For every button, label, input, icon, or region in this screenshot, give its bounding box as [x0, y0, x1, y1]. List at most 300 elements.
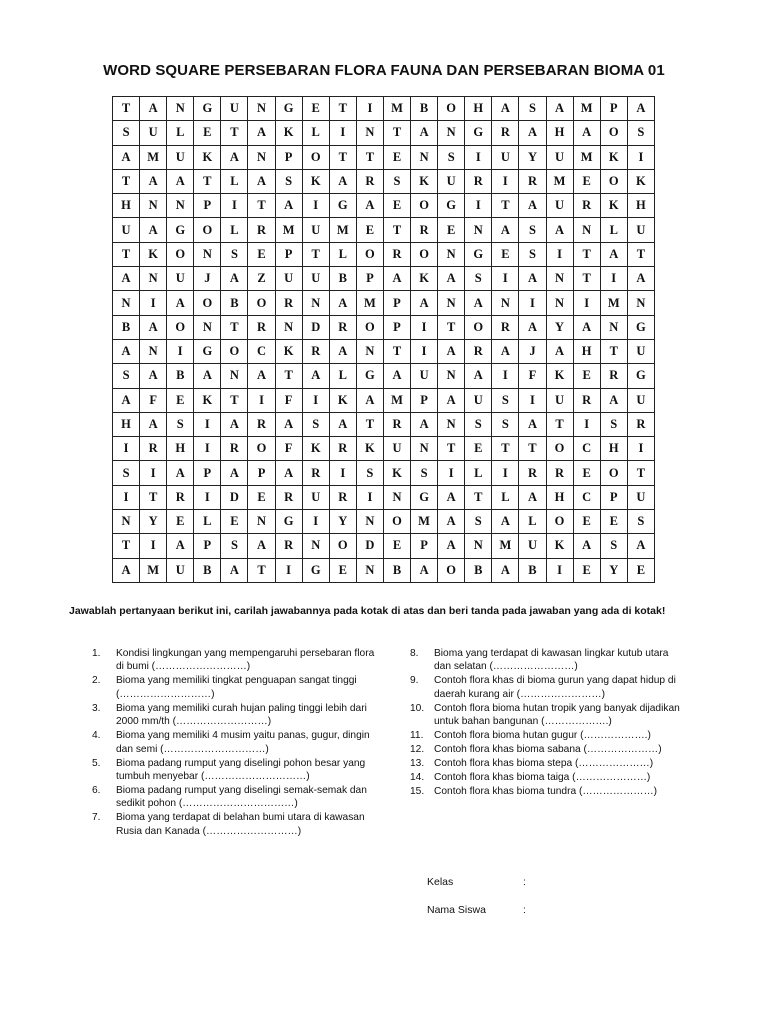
grid-cell[interactable]: K [383, 461, 410, 485]
grid-cell[interactable]: A [600, 388, 627, 412]
grid-cell[interactable]: G [411, 485, 438, 509]
grid-cell[interactable]: R [492, 121, 519, 145]
grid-cell[interactable]: Y [600, 558, 627, 582]
grid-cell[interactable]: A [302, 364, 329, 388]
grid-cell[interactable]: A [329, 412, 356, 436]
grid-cell[interactable]: I [573, 291, 600, 315]
grid-cell[interactable]: A [492, 218, 519, 242]
grid-cell[interactable]: I [194, 437, 221, 461]
grid-cell[interactable]: U [465, 388, 492, 412]
grid-cell[interactable]: I [248, 388, 275, 412]
grid-cell[interactable]: R [275, 534, 302, 558]
grid-cell[interactable]: O [600, 461, 627, 485]
grid-cell[interactable]: U [167, 558, 194, 582]
grid-cell[interactable]: G [194, 339, 221, 363]
grid-cell[interactable]: N [438, 291, 465, 315]
grid-cell[interactable]: A [167, 291, 194, 315]
grid-cell[interactable]: M [356, 291, 383, 315]
grid-cell[interactable]: U [221, 97, 248, 121]
grid-cell[interactable]: U [167, 267, 194, 291]
grid-cell[interactable]: U [546, 194, 573, 218]
grid-cell[interactable]: A [519, 412, 546, 436]
grid-cell[interactable]: T [302, 242, 329, 266]
grid-cell[interactable]: R [465, 169, 492, 193]
grid-cell[interactable]: T [546, 412, 573, 436]
grid-cell[interactable]: G [275, 510, 302, 534]
grid-cell[interactable]: E [438, 218, 465, 242]
grid-cell[interactable]: N [275, 315, 302, 339]
grid-cell[interactable]: E [221, 510, 248, 534]
grid-cell[interactable]: T [492, 194, 519, 218]
grid-cell[interactable]: A [546, 218, 573, 242]
grid-cell[interactable]: S [519, 97, 546, 121]
grid-cell[interactable]: A [519, 194, 546, 218]
grid-cell[interactable]: O [167, 315, 194, 339]
grid-cell[interactable]: E [329, 558, 356, 582]
grid-cell[interactable]: E [383, 534, 410, 558]
grid-cell[interactable]: Y [546, 315, 573, 339]
grid-cell[interactable]: A [438, 485, 465, 509]
grid-cell[interactable]: R [167, 485, 194, 509]
grid-cell[interactable]: N [194, 315, 221, 339]
grid-cell[interactable]: L [492, 485, 519, 509]
grid-cell[interactable]: S [519, 218, 546, 242]
grid-cell[interactable]: B [167, 364, 194, 388]
grid-cell[interactable]: L [465, 461, 492, 485]
grid-cell[interactable]: T [627, 242, 654, 266]
grid-cell[interactable]: T [519, 437, 546, 461]
grid-cell[interactable]: R [627, 412, 654, 436]
grid-cell[interactable]: A [221, 267, 248, 291]
grid-cell[interactable]: N [411, 145, 438, 169]
grid-cell[interactable]: I [627, 437, 654, 461]
grid-cell[interactable]: K [140, 242, 167, 266]
grid-cell[interactable]: A [546, 339, 573, 363]
grid-cell[interactable]: S [627, 510, 654, 534]
grid-cell[interactable]: P [194, 534, 221, 558]
grid-cell[interactable]: N [546, 291, 573, 315]
grid-cell[interactable]: K [194, 145, 221, 169]
grid-cell[interactable]: H [167, 437, 194, 461]
grid-cell[interactable]: N [438, 242, 465, 266]
grid-cell[interactable]: N [573, 218, 600, 242]
grid-cell[interactable]: M [411, 510, 438, 534]
grid-cell[interactable]: T [248, 558, 275, 582]
grid-cell[interactable]: N [383, 485, 410, 509]
grid-cell[interactable]: Z [248, 267, 275, 291]
grid-cell[interactable]: N [356, 510, 383, 534]
grid-cell[interactable]: S [356, 461, 383, 485]
grid-cell[interactable]: T [113, 534, 140, 558]
grid-cell[interactable]: T [113, 169, 140, 193]
grid-cell[interactable]: R [573, 194, 600, 218]
grid-cell[interactable]: N [221, 364, 248, 388]
grid-cell[interactable]: A [329, 291, 356, 315]
grid-cell[interactable]: K [275, 339, 302, 363]
grid-cell[interactable]: A [546, 97, 573, 121]
grid-cell[interactable]: D [221, 485, 248, 509]
grid-cell[interactable]: S [600, 412, 627, 436]
grid-cell[interactable]: A [627, 267, 654, 291]
grid-cell[interactable]: E [627, 558, 654, 582]
grid-cell[interactable]: I [302, 388, 329, 412]
grid-cell[interactable]: I [492, 364, 519, 388]
grid-cell[interactable]: U [383, 437, 410, 461]
grid-cell[interactable]: U [302, 485, 329, 509]
grid-cell[interactable]: R [302, 461, 329, 485]
grid-cell[interactable]: O [600, 169, 627, 193]
grid-cell[interactable]: I [140, 534, 167, 558]
grid-cell[interactable]: U [140, 121, 167, 145]
grid-cell[interactable]: T [492, 437, 519, 461]
grid-cell[interactable]: T [140, 485, 167, 509]
grid-cell[interactable]: O [411, 242, 438, 266]
grid-cell[interactable]: U [546, 388, 573, 412]
grid-cell[interactable]: U [302, 218, 329, 242]
grid-cell[interactable]: T [573, 267, 600, 291]
grid-cell[interactable]: I [492, 267, 519, 291]
grid-cell[interactable]: B [519, 558, 546, 582]
grid-cell[interactable]: H [465, 97, 492, 121]
grid-cell[interactable]: T [383, 218, 410, 242]
grid-cell[interactable]: M [329, 218, 356, 242]
grid-cell[interactable]: D [302, 315, 329, 339]
grid-cell[interactable]: P [248, 461, 275, 485]
grid-cell[interactable]: T [113, 97, 140, 121]
grid-cell[interactable]: A [329, 339, 356, 363]
grid-cell[interactable]: B [411, 97, 438, 121]
grid-cell[interactable]: U [302, 267, 329, 291]
grid-cell[interactable]: I [329, 121, 356, 145]
grid-cell[interactable]: H [546, 485, 573, 509]
grid-cell[interactable]: R [383, 242, 410, 266]
grid-cell[interactable]: R [573, 388, 600, 412]
grid-cell[interactable]: I [546, 242, 573, 266]
grid-cell[interactable]: I [167, 339, 194, 363]
grid-cell[interactable]: F [275, 437, 302, 461]
grid-cell[interactable]: J [519, 339, 546, 363]
grid-cell[interactable]: A [113, 267, 140, 291]
grid-cell[interactable]: K [600, 145, 627, 169]
grid-cell[interactable]: A [140, 218, 167, 242]
grid-cell[interactable]: U [627, 339, 654, 363]
grid-cell[interactable]: U [275, 267, 302, 291]
grid-cell[interactable]: O [383, 510, 410, 534]
grid-cell[interactable]: I [546, 558, 573, 582]
grid-cell[interactable]: E [194, 121, 221, 145]
grid-cell[interactable]: S [627, 121, 654, 145]
grid-cell[interactable]: N [302, 291, 329, 315]
grid-cell[interactable]: S [600, 534, 627, 558]
grid-cell[interactable]: A [194, 364, 221, 388]
grid-cell[interactable]: N [438, 364, 465, 388]
grid-cell[interactable]: M [600, 291, 627, 315]
grid-cell[interactable]: F [140, 388, 167, 412]
grid-cell[interactable]: N [546, 267, 573, 291]
grid-cell[interactable]: I [465, 145, 492, 169]
grid-cell[interactable]: E [573, 510, 600, 534]
grid-cell[interactable]: E [600, 510, 627, 534]
grid-cell[interactable]: I [329, 461, 356, 485]
grid-cell[interactable]: I [302, 194, 329, 218]
grid-cell[interactable]: I [356, 97, 383, 121]
grid-cell[interactable]: A [600, 242, 627, 266]
grid-cell[interactable]: P [356, 267, 383, 291]
grid-cell[interactable]: A [221, 558, 248, 582]
grid-cell[interactable]: O [465, 315, 492, 339]
grid-cell[interactable]: A [275, 412, 302, 436]
grid-cell[interactable]: I [600, 267, 627, 291]
grid-cell[interactable]: C [573, 485, 600, 509]
grid-cell[interactable]: R [275, 291, 302, 315]
grid-cell[interactable]: Y [140, 510, 167, 534]
grid-cell[interactable]: I [140, 461, 167, 485]
grid-cell[interactable]: G [167, 218, 194, 242]
grid-cell[interactable]: N [438, 121, 465, 145]
grid-cell[interactable]: M [573, 97, 600, 121]
grid-cell[interactable]: T [438, 437, 465, 461]
grid-cell[interactable]: N [167, 194, 194, 218]
grid-cell[interactable]: S [519, 242, 546, 266]
grid-cell[interactable]: O [194, 291, 221, 315]
grid-cell[interactable]: A [627, 534, 654, 558]
grid-cell[interactable]: A [329, 169, 356, 193]
grid-cell[interactable]: I [113, 485, 140, 509]
grid-cell[interactable]: P [275, 242, 302, 266]
grid-cell[interactable]: G [356, 364, 383, 388]
grid-cell[interactable]: H [113, 412, 140, 436]
grid-cell[interactable]: K [302, 437, 329, 461]
grid-cell[interactable]: G [302, 558, 329, 582]
grid-cell[interactable]: N [140, 267, 167, 291]
grid-cell[interactable]: L [221, 169, 248, 193]
grid-cell[interactable]: O [411, 194, 438, 218]
grid-cell[interactable]: P [600, 485, 627, 509]
grid-cell[interactable]: L [167, 121, 194, 145]
grid-cell[interactable]: A [465, 364, 492, 388]
grid-cell[interactable]: I [275, 558, 302, 582]
grid-cell[interactable]: L [519, 510, 546, 534]
grid-cell[interactable]: A [140, 315, 167, 339]
grid-cell[interactable]: I [140, 291, 167, 315]
grid-cell[interactable]: K [546, 534, 573, 558]
grid-cell[interactable]: S [411, 461, 438, 485]
grid-cell[interactable]: K [627, 169, 654, 193]
grid-cell[interactable]: E [573, 461, 600, 485]
grid-cell[interactable]: E [248, 485, 275, 509]
grid-cell[interactable]: U [519, 534, 546, 558]
grid-cell[interactable]: M [275, 218, 302, 242]
grid-cell[interactable]: T [383, 339, 410, 363]
grid-cell[interactable]: S [275, 169, 302, 193]
grid-cell[interactable]: R [221, 437, 248, 461]
grid-cell[interactable]: P [600, 97, 627, 121]
grid-cell[interactable]: N [302, 534, 329, 558]
grid-cell[interactable]: K [302, 169, 329, 193]
grid-cell[interactable]: N [248, 97, 275, 121]
grid-cell[interactable]: O [546, 437, 573, 461]
grid-cell[interactable]: A [438, 510, 465, 534]
grid-cell[interactable]: I [465, 194, 492, 218]
grid-cell[interactable]: A [492, 339, 519, 363]
grid-cell[interactable]: A [221, 461, 248, 485]
grid-cell[interactable]: P [411, 388, 438, 412]
grid-cell[interactable]: A [519, 267, 546, 291]
grid-cell[interactable]: A [438, 388, 465, 412]
grid-cell[interactable]: R [492, 315, 519, 339]
grid-cell[interactable]: A [221, 145, 248, 169]
grid-cell[interactable]: A [248, 121, 275, 145]
grid-cell[interactable]: S [113, 121, 140, 145]
grid-cell[interactable]: M [140, 145, 167, 169]
grid-cell[interactable]: G [465, 121, 492, 145]
grid-cell[interactable]: A [492, 97, 519, 121]
grid-cell[interactable]: G [627, 315, 654, 339]
grid-cell[interactable]: I [519, 388, 546, 412]
grid-cell[interactable]: R [356, 169, 383, 193]
grid-cell[interactable]: T [438, 315, 465, 339]
grid-cell[interactable]: M [492, 534, 519, 558]
grid-cell[interactable]: R [329, 485, 356, 509]
grid-cell[interactable]: A [573, 534, 600, 558]
grid-cell[interactable]: T [627, 461, 654, 485]
grid-cell[interactable]: R [519, 461, 546, 485]
grid-cell[interactable]: I [302, 510, 329, 534]
grid-cell[interactable]: R [465, 339, 492, 363]
grid-cell[interactable]: I [113, 437, 140, 461]
grid-cell[interactable]: A [438, 534, 465, 558]
grid-cell[interactable]: B [329, 267, 356, 291]
grid-cell[interactable]: O [194, 218, 221, 242]
grid-cell[interactable]: O [302, 145, 329, 169]
grid-cell[interactable]: T [356, 145, 383, 169]
grid-cell[interactable]: S [465, 412, 492, 436]
grid-cell[interactable]: S [221, 534, 248, 558]
grid-cell[interactable]: E [356, 218, 383, 242]
grid-cell[interactable]: T [113, 242, 140, 266]
grid-cell[interactable]: A [167, 169, 194, 193]
grid-cell[interactable]: G [194, 97, 221, 121]
grid-cell[interactable]: A [356, 388, 383, 412]
grid-cell[interactable]: A [438, 339, 465, 363]
grid-cell[interactable]: F [275, 388, 302, 412]
grid-cell[interactable]: M [140, 558, 167, 582]
grid-cell[interactable]: A [411, 412, 438, 436]
grid-cell[interactable]: R [546, 461, 573, 485]
grid-cell[interactable]: N [248, 145, 275, 169]
grid-cell[interactable]: A [248, 169, 275, 193]
grid-cell[interactable]: J [194, 267, 221, 291]
grid-cell[interactable]: O [248, 437, 275, 461]
grid-cell[interactable]: N [438, 412, 465, 436]
grid-cell[interactable]: I [194, 485, 221, 509]
grid-cell[interactable]: I [519, 291, 546, 315]
grid-cell[interactable]: H [627, 194, 654, 218]
grid-cell[interactable]: O [221, 339, 248, 363]
grid-cell[interactable]: K [600, 194, 627, 218]
grid-cell[interactable]: K [329, 388, 356, 412]
grid-cell[interactable]: U [627, 485, 654, 509]
grid-cell[interactable]: H [546, 121, 573, 145]
grid-cell[interactable]: T [275, 364, 302, 388]
grid-cell[interactable]: T [600, 339, 627, 363]
grid-cell[interactable]: N [465, 534, 492, 558]
grid-cell[interactable]: S [302, 412, 329, 436]
grid-cell[interactable]: S [383, 169, 410, 193]
grid-cell[interactable]: F [519, 364, 546, 388]
grid-cell[interactable]: E [465, 437, 492, 461]
grid-cell[interactable]: H [573, 339, 600, 363]
grid-cell[interactable]: S [113, 364, 140, 388]
grid-cell[interactable]: A [383, 364, 410, 388]
grid-cell[interactable]: N [194, 242, 221, 266]
grid-cell[interactable]: B [194, 558, 221, 582]
grid-cell[interactable]: G [465, 242, 492, 266]
grid-cell[interactable]: S [492, 412, 519, 436]
grid-cell[interactable]: A [167, 461, 194, 485]
grid-cell[interactable]: A [140, 169, 167, 193]
grid-cell[interactable]: T [221, 388, 248, 412]
grid-cell[interactable]: A [519, 121, 546, 145]
grid-cell[interactable]: N [140, 339, 167, 363]
grid-cell[interactable]: N [356, 121, 383, 145]
grid-cell[interactable]: K [411, 169, 438, 193]
grid-cell[interactable]: A [140, 364, 167, 388]
grid-cell[interactable]: A [356, 194, 383, 218]
grid-cell[interactable]: A [519, 315, 546, 339]
grid-cell[interactable]: A [411, 558, 438, 582]
grid-cell[interactable]: P [383, 315, 410, 339]
grid-cell[interactable]: T [356, 412, 383, 436]
grid-cell[interactable]: K [356, 437, 383, 461]
grid-cell[interactable]: A [492, 510, 519, 534]
grid-cell[interactable]: S [492, 388, 519, 412]
grid-cell[interactable]: O [600, 121, 627, 145]
grid-cell[interactable]: A [113, 145, 140, 169]
grid-cell[interactable]: A [167, 534, 194, 558]
grid-cell[interactable]: G [329, 194, 356, 218]
grid-cell[interactable]: N [113, 291, 140, 315]
grid-cell[interactable]: A [438, 267, 465, 291]
grid-cell[interactable]: R [275, 485, 302, 509]
grid-cell[interactable]: N [600, 315, 627, 339]
grid-cell[interactable]: R [411, 218, 438, 242]
grid-cell[interactable]: E [302, 97, 329, 121]
grid-cell[interactable]: G [438, 194, 465, 218]
grid-cell[interactable]: I [411, 339, 438, 363]
grid-cell[interactable]: P [194, 461, 221, 485]
grid-cell[interactable]: U [492, 145, 519, 169]
grid-cell[interactable]: L [329, 242, 356, 266]
grid-cell[interactable]: A [411, 291, 438, 315]
grid-cell[interactable]: R [600, 364, 627, 388]
grid-cell[interactable]: N [627, 291, 654, 315]
grid-cell[interactable]: U [167, 145, 194, 169]
grid-cell[interactable]: R [248, 218, 275, 242]
grid-cell[interactable]: E [383, 145, 410, 169]
grid-cell[interactable]: S [221, 242, 248, 266]
grid-cell[interactable]: A [275, 461, 302, 485]
grid-cell[interactable]: A [383, 267, 410, 291]
grid-cell[interactable]: A [113, 558, 140, 582]
grid-cell[interactable]: T [329, 97, 356, 121]
grid-cell[interactable]: P [383, 291, 410, 315]
grid-cell[interactable]: S [438, 145, 465, 169]
grid-cell[interactable]: N [465, 218, 492, 242]
grid-cell[interactable]: M [383, 97, 410, 121]
grid-cell[interactable]: N [411, 437, 438, 461]
grid-cell[interactable]: O [356, 315, 383, 339]
